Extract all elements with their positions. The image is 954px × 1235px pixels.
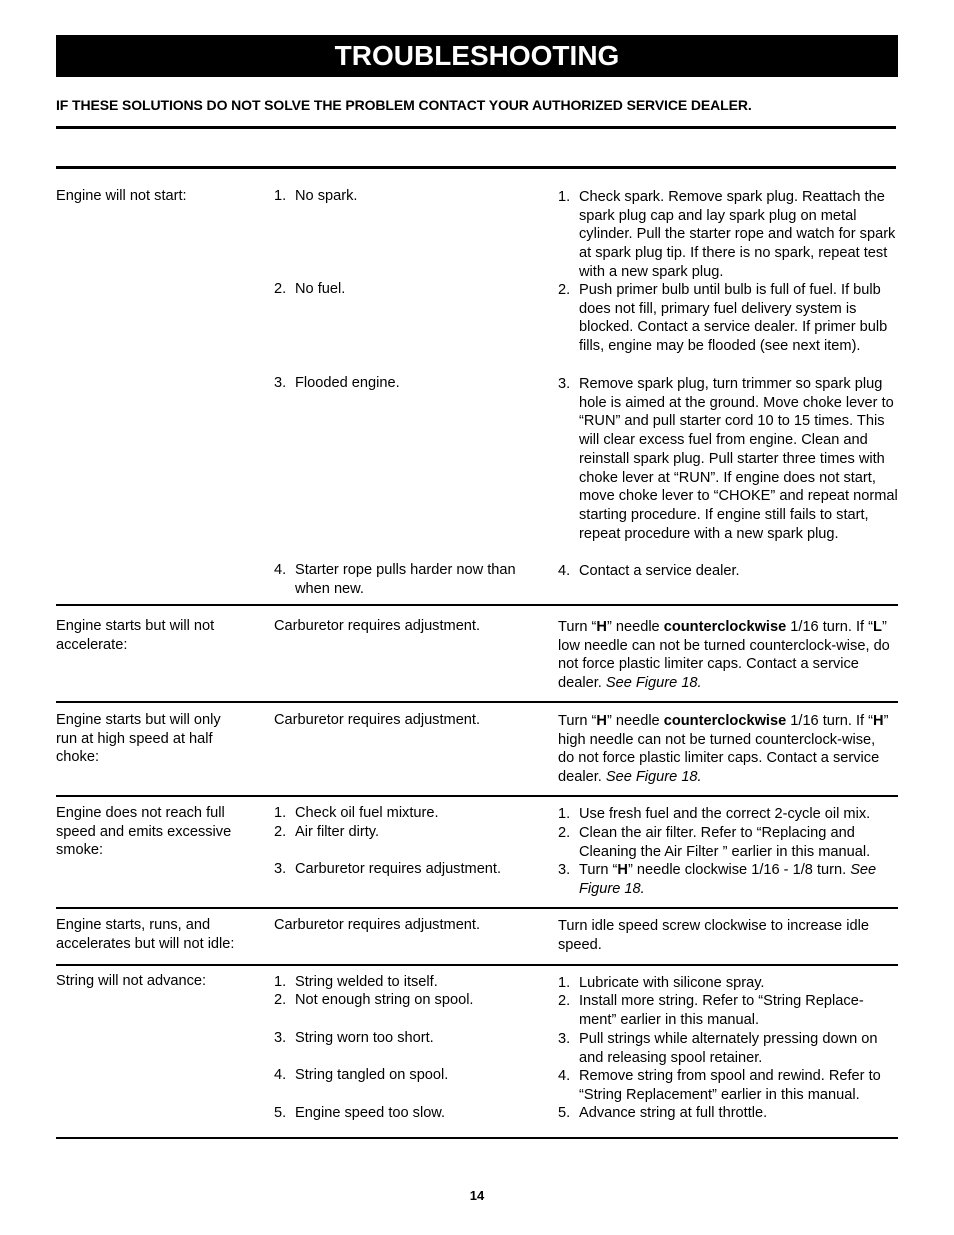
divider xyxy=(56,126,896,129)
cause-text: Carburetor requires adjustment. xyxy=(274,618,481,634)
remedy-text: Turn “H” needle counterclockwise 1/16 turn. If “H” high needle can not be turned counterclock-wise, do not force plastic limiter caps. Contact a service dealer. See Figure 18. xyxy=(558,713,889,786)
remedy-item: 3. Remove spark plug, turn trimmer so spark plug hole is aimed at the ground. Move choke lever to “RUN” and pull starter cord 10 to 15 times. This will clear excess fuel from engine. Clean and reinstall spark plug. Pull starter three times with choke lever at “RUN”. If engine does not start, move choke lever to “CHOKE” and repeat normal starting procedure. If engine still fails to start, repeat procedure with a new spark plug. xyxy=(558,376,898,542)
row-divider xyxy=(56,1137,898,1139)
cause-item: 1. No spark. xyxy=(274,188,358,204)
remedy-item: 3. Turn “H” needle clockwise 1/16 - 1/8 turn. See Figure 18. xyxy=(558,862,877,897)
row-divider xyxy=(56,907,898,909)
cause-item: 3. String worn too short. xyxy=(274,1030,434,1046)
divider xyxy=(56,166,896,169)
cause-item: 1. String welded to itself. xyxy=(274,974,438,990)
remedy-item: 2. Clean the air filter. Refer to “Replacing and Cleaning the Air Filter ” earlier in this manual. xyxy=(558,825,871,860)
remedy-item: 1. Lubricate with silicone spray. xyxy=(558,975,765,991)
page-title: TROUBLESHOOTING xyxy=(56,35,898,77)
cause-item: 4. Starter rope pulls harder now than when new. xyxy=(274,562,516,597)
cause-item: 4. String tangled on spool. xyxy=(274,1067,449,1083)
remedy-text: Turn idle speed screw clockwise to increase idle speed. xyxy=(558,918,869,953)
cause-item: 2. Not enough string on spool. xyxy=(274,992,474,1008)
remedy-item: 4. Contact a service dealer. xyxy=(558,563,740,579)
remedy-item: 2. Install more string. Refer to “String Replace-ment” earlier in this manual. xyxy=(558,993,864,1028)
remedy-item: 2. Push primer bulb until bulb is full of fuel. If bulb does not fill, primary fuel delivery system is blocked. Contact a service dealer. If primer bulb fills, engine may be flooded (see next item). xyxy=(558,282,888,355)
remedy-item: 5. Advance string at full throttle. xyxy=(558,1105,768,1121)
cause-item: 2. No fuel. xyxy=(274,281,346,297)
cause-text: Carburetor requires adjustment. xyxy=(274,917,481,933)
remedy-item: 3. Pull strings while alternately pressing down on and releasing spool retainer. xyxy=(558,1031,878,1066)
problem-engine-no-start: Engine will not start: xyxy=(56,188,187,204)
cause-item: 3. Flooded engine. xyxy=(274,375,400,391)
service-notice: IF THESE SOLUTIONS DO NOT SOLVE THE PROBLEM CONTACT YOUR AUTHORIZED SERVICE DEALER. xyxy=(56,97,752,113)
row-divider xyxy=(56,604,898,606)
problem-excessive-smoke: Engine does not reach full speed and emits excessive smoke: xyxy=(56,805,232,859)
remedy-text: Turn “H” needle counterclockwise 1/16 turn. If “L” low needle can not be turned counterclock-wise, do not force plastic limiter caps. Contact a service dealer. See Figure 18. xyxy=(558,619,890,692)
cause-item: 1. Check oil fuel mixture. xyxy=(274,805,439,821)
cause-item: 2. Air filter dirty. xyxy=(274,824,380,840)
cause-item: 5. Engine speed too slow. xyxy=(274,1105,446,1121)
problem-half-choke: Engine starts but will only run at high speed at half choke: xyxy=(56,712,221,766)
problem-string-no-advance: String will not advance: xyxy=(56,973,207,989)
row-divider xyxy=(56,964,898,966)
problem-no-idle: Engine starts, runs, and accelerates but will not idle: xyxy=(56,917,235,952)
problem-no-accelerate: Engine starts but will not accelerate: xyxy=(56,618,215,653)
cause-item: 3. Carburetor requires adjustment. xyxy=(274,861,502,877)
page-number: 14 xyxy=(469,1188,485,1203)
row-divider xyxy=(56,795,898,797)
row-divider xyxy=(56,701,898,703)
remedy-item: 1. Check spark. Remove spark plug. Reattach the spark plug cap and lay spark plug on metal cylinder. Pull the starter rope and watch for spark at spark plug tip. If there is no spark, repeat test with a new spark plug. xyxy=(558,189,896,280)
remedy-item: 1. Use fresh fuel and the correct 2-cycle oil mix. xyxy=(558,806,871,822)
cause-text: Carburetor requires adjustment. xyxy=(274,712,481,728)
remedy-item: 4. Remove string from spool and rewind. Refer to “String Replacement” earlier in this manual. xyxy=(558,1068,881,1103)
